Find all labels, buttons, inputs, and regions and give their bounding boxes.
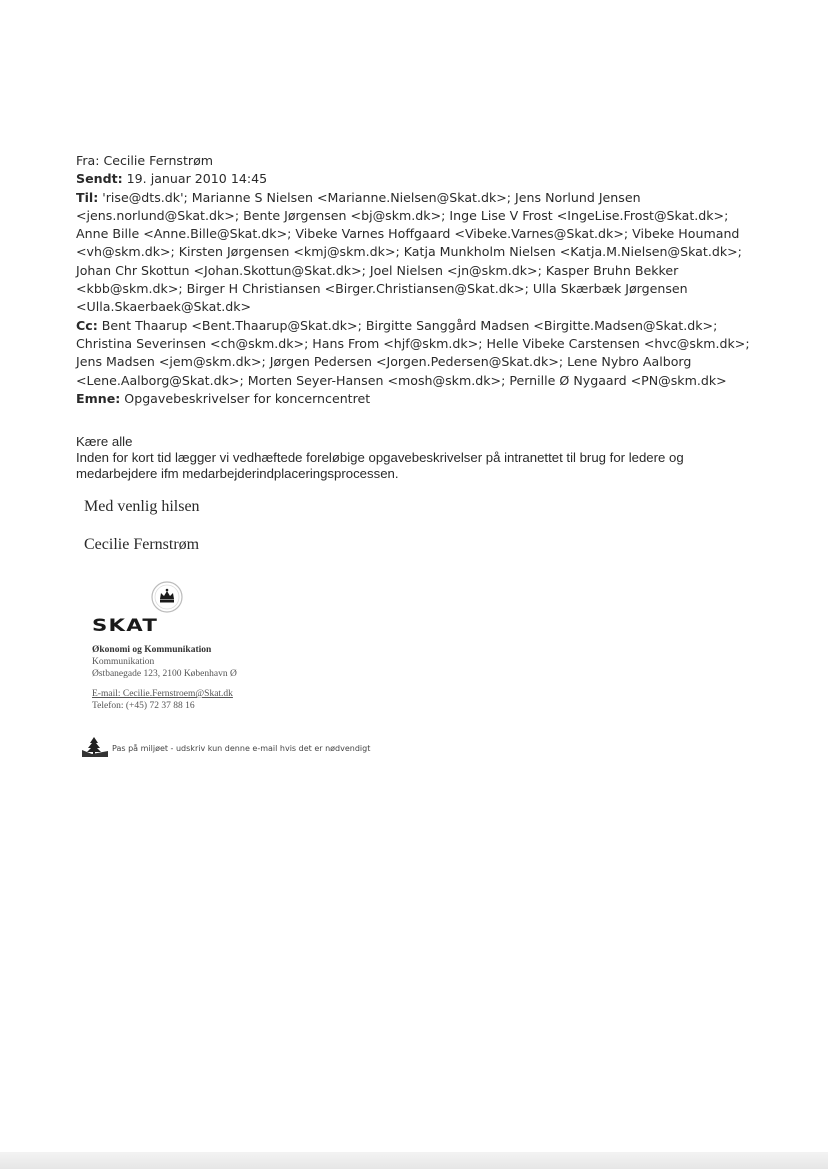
cc-line [76, 317, 756, 390]
scan-edge [0, 1152, 828, 1169]
phone-line: Telefon: (+45) 72 37 88 16 [92, 701, 195, 711]
email-header [76, 152, 756, 408]
sent-line [76, 170, 756, 188]
tree-printer-icon [80, 736, 110, 758]
cc-recipients: Bent Thaarup <Bent.Thaarup@Skat.dk>; Birgitte Sanggård Madsen <Birgitte.Madsen@Skat.dk>; Christina Severinsen <ch@skm.dk>; Hans From <hjf@skm.dk>; Helle Vibeke Carstensen <hvc@skm.dk>; Jens Madsen <jem@skm.dk>; Jørgen Pedersen <Jorgen.Pedersen@Skat.dk>; Lene Nybro Aalborg <Lene.Aalborg@Skat.dk>; Morten Seyer-Hansen <mosh@skm.dk>; Pernille Ø Nygaard <PN@skm.dk> [76, 317, 750, 388]
message: Inden for kort tid lægger vi vedhæftede foreløbige opgavebeskrivelser på intranettet til brug for ledere og medarbejdere ifm medarbejderindplaceringsprocessen. [76, 450, 684, 482]
closing [84, 498, 200, 574]
from-line: Fra: Cecilie Fernstrøm [76, 153, 214, 168]
address: Østbanegade 123, 2100 København Ø [92, 669, 237, 679]
subject-line [76, 390, 756, 408]
to-label: Til: [76, 189, 99, 205]
department: Økonomi og Kommunikation [92, 645, 212, 655]
email-line[interactable]: E-mail: Cecilie.Fernstroem@Skat.dk [92, 689, 233, 699]
sent-value: 19. januar 2010 14:45 [122, 171, 268, 187]
cc-label: Cc: [76, 317, 98, 333]
greeting: Kære alle [76, 434, 133, 449]
eco-note-text: Pas på miljøet - udskriv kun denne e-mail hvis det er nødvendigt [112, 744, 371, 753]
email-body [76, 434, 766, 483]
regards: Med venlig hilsen [84, 498, 200, 515]
unit: Kommunikation [92, 657, 155, 667]
to-recipients: 'rise@dts.dk'; Marianne S Nielsen <Marianne.Nielsen@Skat.dk>; Jens Norlund Jensen <jens.norlund@Skat.dk>; Bente Jørgensen <bj@skm.dk>; Inge Lise V Frost <IngeLise.Frost@Skat.dk>; Anne Bille <Anne.Bille@Skat.dk>; Vibeke Varnes Hoffgaard <Vibeke.Varnes@Skat.dk>; Vibeke Houmand <vh@skm.dk>; Kirsten Jørgensen <kmj@skm.dk>; Katja Munkholm Nielsen <Katja.M.Nielsen@Skat.dk>; Johan Chr Skottun <Johan.Skottun@Skat.dk>; Joel Nielsen <jn@skm.dk>; Kasper Bruhn Bekker <kbb@skm.dk>; Birger H Christiansen <Birger.Christiansen@Skat.dk>; Ulla Skærbæk Jørgensen <Ulla.Skaerbaek@Skat.dk> [76, 189, 742, 315]
sender-name: Cecilie Fernstrøm [84, 536, 200, 553]
to-line [76, 189, 756, 317]
eco-note [80, 736, 440, 758]
skat-wordmark: SKAT [92, 616, 159, 636]
subject-label: Emne: [76, 390, 121, 406]
signature-block [92, 644, 392, 712]
subject-value: Opgavebeskrivelser for koncerncentret [120, 390, 371, 406]
sent-label: Sendt: [76, 171, 123, 187]
crown-emblem-icon [150, 580, 184, 614]
